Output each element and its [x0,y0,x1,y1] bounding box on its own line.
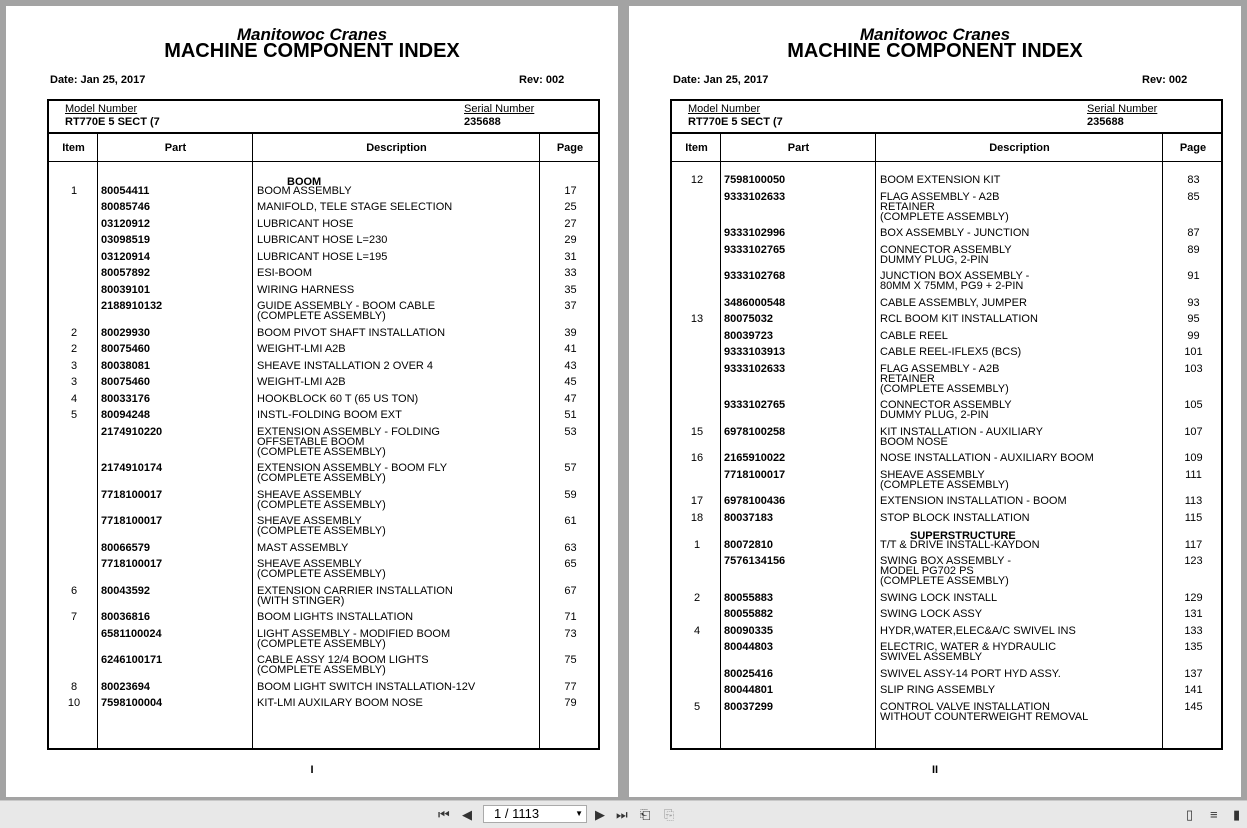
description: CABLE REEL-IFLEX5 (BCS) [880,346,1022,358]
page-reference: 59 [564,489,577,501]
page-reference: 29 [564,234,577,246]
item-number: 6 [70,585,78,597]
part-number: 7718100017 [724,469,786,481]
description: SWIVEL ASSY-14 PORT HYD ASSY. [880,668,1061,680]
page-reference: 107 [1184,426,1203,438]
part-number: 80075460 [101,376,150,388]
document-page-1 [6,6,618,797]
column-header-item: Item [62,142,85,154]
part-number: 80094248 [101,409,150,421]
description: WIRING HARNESS [257,284,355,296]
revision-label: Rev: 002 [519,74,565,86]
divider [672,161,1221,162]
page-reference: 27 [564,218,577,230]
part-number: 80036816 [101,611,150,623]
description: INSTL-FOLDING BOOM EXT [257,409,402,421]
last-page-icon[interactable]: ⏭ [616,807,628,822]
description: EXTENSION INSTALLATION - BOOM [880,495,1067,507]
part-number: 6978100258 [724,426,786,438]
divider [49,132,598,134]
page-title: MACHINE COMPONENT INDEX [164,40,460,62]
page-reference: 93 [1187,297,1200,309]
column-divider [1162,134,1163,748]
item-number: 3 [70,376,78,388]
description: EXTENSION ASSEMBLY - BOOM FLY (COMPLETE ASSEMBLY) [257,462,448,484]
page-reference: 85 [1187,191,1200,203]
description: STOP BLOCK INSTALLATION [880,512,1030,524]
part-number: 9333102765 [724,399,786,411]
page-reference: 17 [564,185,577,197]
item-number: 1 [70,185,78,197]
part-number: 80054411 [101,185,150,197]
part-number: 03098519 [101,234,150,246]
item-number: 1 [693,539,701,551]
component-table [670,99,1223,750]
model-number-value: RT770E 5 SECT (7 [688,116,783,128]
page-reference: 53 [564,426,577,438]
column-header-part: Part [164,142,187,154]
item-number: 17 [690,495,704,507]
part-number: 7718100017 [101,558,163,570]
part-number: 80075460 [101,343,150,355]
page-title: MACHINE COMPONENT INDEX [787,40,1083,62]
page-number-input[interactable] [483,805,587,823]
page-reference: 123 [1184,555,1203,567]
page-number: I [310,764,314,776]
model-number-label: Model Number [65,103,138,115]
description: EXTENSION ASSEMBLY - FOLDING OFFSETABLE BOOM (COMPLETE ASSEMBLY) [257,426,440,458]
page-reference: 61 [564,515,577,527]
part-number: 80066579 [101,542,150,554]
part-number: 9333102765 [724,244,786,256]
page-reference: 45 [564,376,577,388]
page-reference: 57 [564,462,577,474]
company-name: Manitowoc Cranes [236,25,388,44]
item-number: 18 [690,512,704,524]
part-number: 7598100004 [101,697,163,709]
column-divider [97,134,98,748]
item-number: 7 [70,611,78,623]
part-number: 80085746 [101,201,150,213]
description: T/T & DRIVE INSTALL-KAYDON [880,539,1040,551]
description: SWING LOCK ASSY [880,608,983,620]
page-reference: 25 [564,201,577,213]
page-reference: 131 [1184,608,1203,620]
description: BOOM LIGHTS INSTALLATION [257,611,414,623]
page-reference: 99 [1187,330,1200,342]
description: CABLE ASSEMBLY, JUMPER [880,297,1027,309]
page-reference: 47 [564,393,577,405]
description: FLAG ASSEMBLY - A2B RETAINER (COMPLETE ASSEMBLY) [880,191,1009,223]
page-reference: 105 [1184,399,1203,411]
part-number: 80044803 [724,641,773,653]
company-name: Manitowoc Cranes [859,25,1011,44]
page-reference: 63 [564,542,577,554]
item-number: 2 [70,343,78,355]
page-reference: 31 [564,251,577,263]
item-number: 10 [67,697,81,709]
description: SWING LOCK INSTALL [880,592,998,604]
page-reference: 137 [1184,668,1203,680]
part-number: 03120912 [101,218,150,230]
previous-page-icon[interactable]: ◀ [462,807,472,822]
next-page-icon[interactable]: ▶ [595,807,605,822]
column-divider [720,134,721,748]
column-divider [875,134,876,748]
divider [672,132,1221,134]
page-reference: 145 [1184,701,1203,713]
column-header-item: Item [685,142,708,154]
date-label: Date: Jan 25, 2017 [673,74,769,86]
column-header-page: Page [1179,142,1207,154]
page-reference: 117 [1184,539,1203,551]
page-reference: 95 [1187,313,1200,325]
description: MAST ASSEMBLY [257,542,349,554]
description: SWING BOX ASSEMBLY - MODEL PG702 PS (COMPLETE ASSEMBLY) [880,555,1012,587]
description: GUIDE ASSEMBLY - BOOM CABLE (COMPLETE ASSEMBLY) [257,300,436,322]
item-number: 16 [690,452,704,464]
description: ESI-BOOM [257,267,313,279]
part-number: 2174910174 [101,462,163,474]
part-number: 80039723 [724,330,773,342]
part-number: 03120914 [101,251,150,263]
description: WEIGHT-LMI A2B [257,376,346,388]
part-number: 6978100436 [724,495,786,507]
page-reference: 101 [1184,346,1203,358]
part-number: 9333102768 [724,270,786,282]
page-reference: 113 [1184,495,1203,507]
description: CONNECTOR ASSEMBLY DUMMY PLUG, 2-PIN [880,244,1012,266]
page-reference: 133 [1184,625,1203,637]
part-number: 6246100171 [101,654,163,666]
description: SHEAVE ASSEMBLY (COMPLETE ASSEMBLY) [880,469,1009,491]
description: SHEAVE ASSEMBLY (COMPLETE ASSEMBLY) [257,558,386,580]
page-reference: 79 [564,697,577,709]
page-reference: 71 [564,611,577,623]
description: MANIFOLD, TELE STAGE SELECTION [257,201,453,213]
page-reference: 67 [564,585,577,597]
part-number: 80023694 [101,681,150,693]
description: NOSE INSTALLATION - AUXILIARY BOOM [880,452,1094,464]
part-number: 80043592 [101,585,150,597]
part-number: 2174910220 [101,426,163,438]
part-number: 7718100017 [101,489,163,501]
description: CABLE ASSY 12/4 BOOM LIGHTS (COMPLETE ASSEMBLY) [257,654,429,676]
item-number: 13 [690,313,704,325]
first-page-icon[interactable]: ⏮ [438,807,450,822]
item-number: 5 [693,701,701,713]
page-indicator: 1 / 1113 [494,806,540,821]
description: SHEAVE ASSEMBLY (COMPLETE ASSEMBLY) [257,489,386,511]
page-reference: 129 [1184,592,1203,604]
part-number: 80090335 [724,625,773,637]
model-number-value: RT770E 5 SECT (7 [65,116,160,128]
item-number: 4 [693,625,701,637]
description: EXTENSION CARRIER INSTALLATION (WITH STINGER) [257,585,453,607]
part-number: 9333102996 [724,227,786,239]
item-number: 2 [70,327,78,339]
component-table [47,99,600,750]
item-number: 2 [693,592,701,604]
page-reference: 109 [1184,452,1203,464]
item-number: 12 [690,174,704,186]
serial-number-label: Serial Number [1087,103,1158,115]
description: HOOKBLOCK 60 T (65 US TON) [257,393,419,405]
page-number: II [931,764,939,776]
part-number: 80072810 [724,539,773,551]
item-number: 8 [70,681,78,693]
column-header-description: Description [989,142,1050,154]
page-reference: 51 [564,409,577,421]
description: ELECTRIC, WATER & HYDRAULIC SWIVEL ASSEMBLY [880,641,1057,663]
description: LUBRICANT HOSE L=195 [257,251,388,263]
description: SHEAVE ASSEMBLY (COMPLETE ASSEMBLY) [257,515,386,537]
fit-page-icon[interactable]: ⎗ [640,807,651,822]
page-reference: 87 [1187,227,1200,239]
serial-number-label: Serial Number [464,103,535,115]
page-reference: 43 [564,360,577,372]
part-number: 80075032 [724,313,773,325]
description: JUNCTION BOX ASSEMBLY - 80MM X 75MM, PG9 + 2-PIN [880,270,1030,292]
description: LUBRICANT HOSE [257,218,354,230]
part-number: 80037183 [724,512,773,524]
date-label: Date: Jan 25, 2017 [50,74,146,86]
document-page-2 [629,6,1241,797]
description: WEIGHT-LMI A2B [257,343,346,355]
page-reference: 83 [1187,174,1200,186]
description: SHEAVE INSTALLATION 2 OVER 4 [257,360,434,372]
description: BOOM PIVOT SHAFT INSTALLATION [257,327,446,339]
part-number: 9333102633 [724,363,786,375]
divider [49,161,598,162]
description: HYDR,WATER,ELEC&A/C SWIVEL INS [880,625,1076,637]
part-number: 7598100050 [724,174,786,186]
page-reference: 91 [1187,270,1200,282]
chevron-down-icon[interactable]: ▼ [575,809,583,818]
page-reference: 75 [564,654,577,666]
description: LUBRICANT HOSE L=230 [257,234,388,246]
section-heading: SUPERSTRUCTURE [910,530,1016,542]
part-number: 80025416 [724,668,773,680]
page-reference: 73 [564,628,577,640]
part-number: 2188910132 [101,300,163,312]
item-number: 4 [70,393,78,405]
column-divider [539,134,540,748]
page-reference: 103 [1184,363,1203,375]
page-reference: 35 [564,284,577,296]
part-number: 2165910022 [724,452,786,464]
part-number: 3486000548 [724,297,786,309]
description: CONTROL VALVE INSTALLATION WITHOUT COUNTERWEIGHT REMOVAL [880,701,1089,723]
revision-label: Rev: 002 [1142,74,1188,86]
model-number-label: Model Number [688,103,761,115]
part-number: 80029930 [101,327,150,339]
page-reference: 141 [1184,684,1203,696]
page-reference: 41 [564,343,577,355]
description: LIGHT ASSEMBLY - MODIFIED BOOM (COMPLETE ASSEMBLY) [257,628,451,650]
description: RCL BOOM KIT INSTALLATION [880,313,1038,325]
viewer-toolbar [0,800,1247,828]
part-number: 80055882 [724,608,773,620]
page-reference: 111 [1185,469,1202,481]
item-number: 5 [70,409,78,421]
part-number: 80039101 [101,284,150,296]
description: BOOM ASSEMBLY [257,185,352,197]
part-number: 9333103913 [724,346,786,358]
description: BOOM LIGHT SWITCH INSTALLATION-12V [257,681,476,693]
two-page-view-icon[interactable]: ▮ [1233,807,1241,822]
column-divider [252,134,253,748]
page-reference: 115 [1184,512,1203,524]
page-reference: 135 [1184,641,1203,653]
part-number: 80033176 [101,393,150,405]
page-reference: 33 [564,267,577,279]
part-number: 7576134156 [724,555,786,567]
part-number: 7718100017 [101,515,163,527]
column-header-description: Description [366,142,427,154]
page-reference: 39 [564,327,577,339]
item-number: 3 [70,360,78,372]
single-page-view-icon[interactable]: ▯ [1186,807,1194,822]
description: BOOM EXTENSION KIT [880,174,1001,186]
description: KIT-LMI AUXILARY BOOM NOSE [257,697,423,709]
part-number: 6581100024 [101,628,162,640]
description: FLAG ASSEMBLY - A2B RETAINER (COMPLETE ASSEMBLY) [880,363,1009,395]
column-header-part: Part [787,142,810,154]
description: SLIP RING ASSEMBLY [880,684,996,696]
description: BOX ASSEMBLY - JUNCTION [880,227,1030,239]
part-number: 9333102633 [724,191,786,203]
page-reference: 89 [1187,244,1200,256]
serial-number-value: 235688 [1087,116,1124,128]
part-number: 80038081 [101,360,150,372]
fit-width-icon[interactable]: ⎘ [664,807,675,822]
part-number: 80057892 [101,267,150,279]
page-reference: 65 [564,558,577,570]
page-reference: 37 [564,300,577,312]
description: CONNECTOR ASSEMBLY DUMMY PLUG, 2-PIN [880,399,1012,421]
description: KIT INSTALLATION - AUXILIARY BOOM NOSE [880,426,1044,448]
part-number: 80044801 [724,684,773,696]
continuous-view-icon[interactable]: ≡ [1210,807,1218,822]
column-header-page: Page [556,142,584,154]
part-number: 80037299 [724,701,773,713]
page-reference: 77 [564,681,577,693]
item-number: 15 [690,426,704,438]
section-heading: BOOM [287,176,322,188]
description: CABLE REEL [880,330,948,342]
part-number: 80055883 [724,592,773,604]
serial-number-value: 235688 [464,116,501,128]
